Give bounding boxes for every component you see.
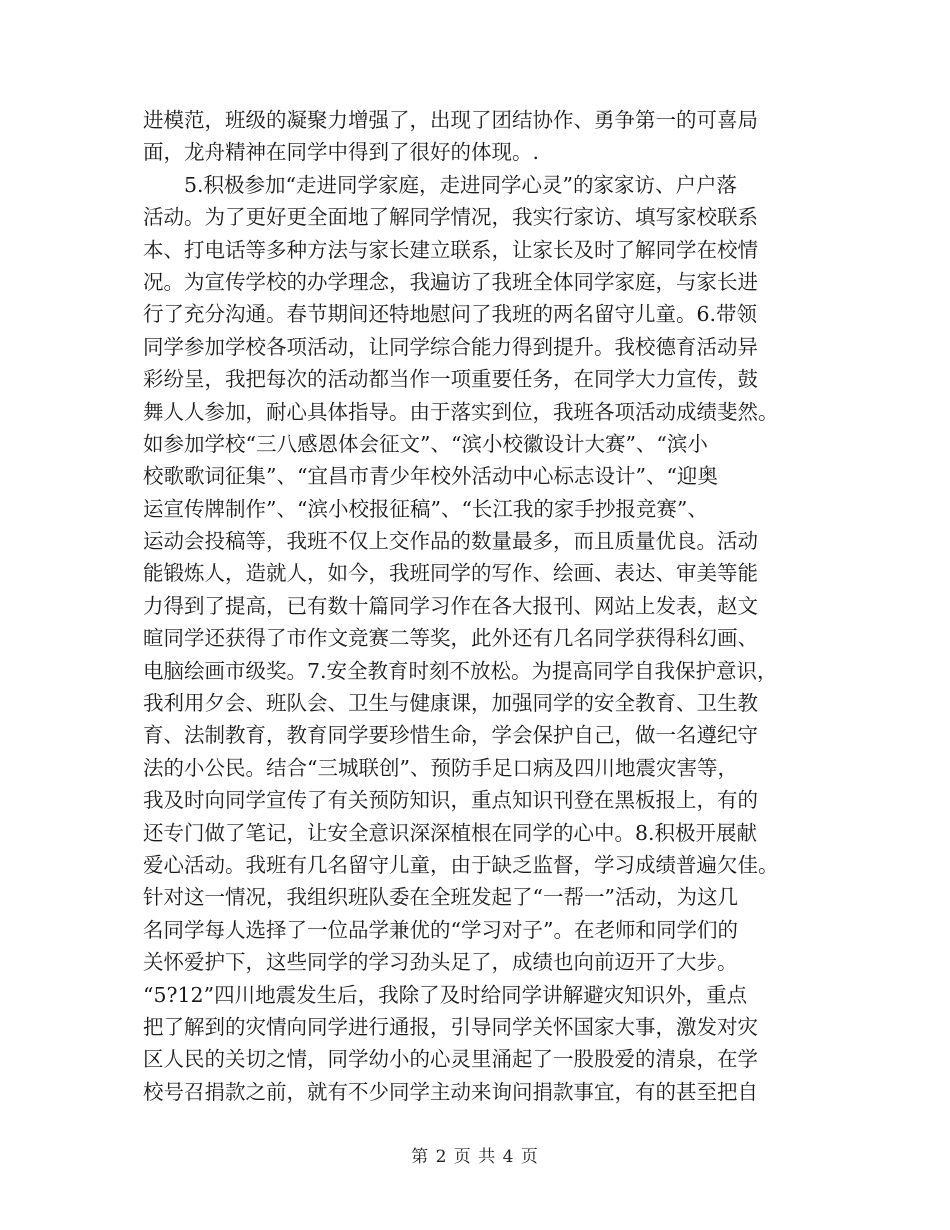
text-line: 行了充分沟通。春节期间还特地慰问了我班的两名留守儿童。6.带领 (143, 302, 758, 327)
page-number-footer: 第 2 页 共 4 页 (411, 1147, 539, 1167)
text-line: 法的小公民。结合“三城联创”、预防手足口病及四川地震灾害等， (143, 755, 738, 780)
text-line: 活动。为了更好更全面地了解同学情况，我实行家访、填写家校联系 (143, 205, 758, 230)
text-line: 区人民的关切之情，同学幼小的心灵里涌起了一股股爱的清泉，在学 (143, 1047, 758, 1072)
text-line: 我利用夕会、班队会、卫生与健康课，加强同学的安全教育、卫生教 (143, 691, 758, 716)
text-line: 彩纷呈，我把每次的活动都当作一项重要任务，在同学大力宣传，鼓 (143, 367, 758, 392)
text-line: 5.积极参加“走进同学家庭，走进同学心灵”的家家访、户户落 (143, 172, 738, 197)
text-line: 能锻炼人，造就人，如今，我班同学的写作、绘画、表达、审美等能 (143, 561, 758, 586)
text-line: 名同学每人选择了一位品学兼优的“学习对子”。在老师和同学们的 (143, 917, 738, 942)
text-line: 面，龙舟精神在同学中得到了很好的体现。. (143, 140, 540, 165)
text-line: 还专门做了笔记，让安全意识深深植根在同学的心中。8.积极开展献 (143, 820, 758, 845)
text-line: 舞人人参加，耐心具体指导。由于落实到位，我班各项活动成绩斐然。 (143, 399, 779, 424)
text-line: 运动会投稿等，我班不仅上交作品的数量最多，而且质量优良。活动 (143, 529, 758, 554)
text-line: 况。为宣传学校的办学理念，我遍访了我班全体同学家庭，与家长进 (143, 269, 758, 294)
text-line: 育、法制教育，教育同学要珍惜生命，学会保护自己，做一名遵纪守 (143, 723, 758, 748)
text-line: 我及时向同学宣传了有关预防知识，重点知识刊登在黑板报上，有的 (143, 788, 758, 813)
text-line: 暄同学还获得了市作文竞赛二等奖，此外还有几名同学获得科幻画、 (143, 626, 758, 651)
text-line: 关怀爱护下，这些同学的学习劲头足了，成绩也向前迈开了大步。 (143, 950, 738, 975)
text-line: 本、打电话等多种方法与家长建立联系，让家长及时了解同学在校情 (143, 237, 758, 262)
text-line: 力得到了提高，已有数十篇同学习作在各大报刊、网站上发表，赵文 (143, 593, 758, 618)
text-line: 把了解到的灾情向同学进行通报，引导同学关怀国家大事，激发对灾 (143, 1014, 758, 1039)
text-line: 针对这一情况，我组织班队委在全班发起了“一帮一”活动，为这几 (143, 885, 738, 910)
text-line: 校号召捐款之前，就有不少同学主动来询问捐款事宜，有的甚至把自 (143, 1079, 758, 1104)
body-text (143, 104, 811, 1108)
text-line: 运宣传牌制作”、“滨小校报征稿”、“长江我的家手抄报竞赛”、 (143, 496, 708, 521)
text-line: 电脑绘画市级奖。7.安全教育时刻不放松。为提高同学自我保护意识， (143, 658, 778, 683)
text-line: “5?12”四川地震发生后，我除了及时给同学讲解避灾知识外，重点 (143, 982, 748, 1007)
text-line: 如参加学校“三八感恩体会征文”、“滨小校徽设计大赛”、“滨小 (143, 431, 708, 456)
text-line: 进模范，班级的凝聚力增强了，出现了团结协作、勇争第一的可喜局 (143, 108, 758, 132)
text-line: 同学参加学校各项活动，让同学综合能力得到提升。我校德育活动异 (143, 334, 758, 359)
text-line: 校歌歌词征集”、“宜昌市青少年校外活动中心标志设计”、“迎奥 (143, 464, 718, 489)
text-line: 爱心活动。我班有几名留守儿童，由于缺乏监督，学习成绩普遍欠佳。 (143, 852, 779, 877)
